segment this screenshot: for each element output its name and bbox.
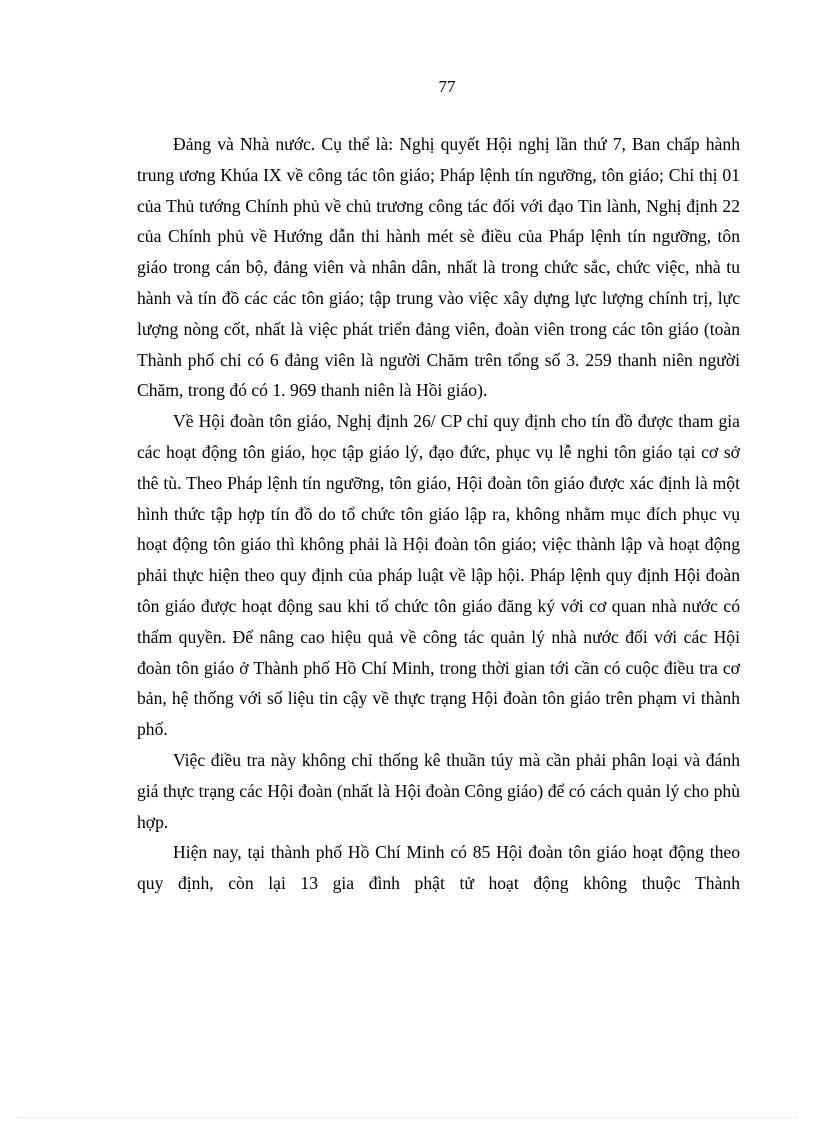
page-number-text: 77 [438,77,456,96]
paragraph-4: Hiện nay, tại thành phố Hồ Chí Minh có 85 Hội đoàn tôn giáo hoạt động theo quy định, còn lại 13 gia đình phật tử hoạt động không thuộc Thành [137,842,740,894]
paragraph-3: Việc điều tra này không chỉ thống kê thuần túy mà cần phải phân loại và đánh giá thực trạng các Hội đoàn (nhất là Hội đoàn Công giáo) để có cách quản lý cho phù hợp. [137,749,740,832]
body-text [137,129,740,899]
paragraph-2: Về Hội đoàn tôn giáo, Nghị định 26/ CP chỉ quy định cho tín đồ được tham gia các hoạt động tôn giáo, học tập giáo lý, đạo đức, phục vụ lễ nghi tôn giáo tại cơ sở thê tù. Theo Pháp lệnh tín ngưỡng, tôn giáo, Hội đoàn tôn giáo được xác định là một hình thức tập hợp tín đồ do tổ chức tôn giáo lập ra, không nhằm mục đích phục vụ hoạt động tôn giáo thì không phải là Hội đoàn tôn giáo; việc thành lập và hoạt động phải thực hiện theo quy định của pháp luật về lập hội. Pháp lệnh quy định Hội đoàn tôn giáo được hoạt động sau khi tổ chức tôn giáo đăng ký với cơ quan nhà nước có thẩm quyền. Để nâng cao hiệu quả về công tác quản lý nhà nước đối với các Hội đoàn tôn giáo ở Thành phố Hồ Chí Minh, trong thời gian tới cần có cuộc điều tra cơ bản, hệ thống với số liệu tin cậy về thực trạng Hội đoàn tôn giáo trên phạm vi thành phố. [137,411,740,740]
paragraph-1: Đảng và Nhà nước. Cụ thể là: Nghị quyết Hội nghị lần thứ 7, Ban chấp hành trung ương Khúa IX về công tác tôn giáo; Pháp lệnh tín ngưỡng, tôn giáo; Chỉ thị 01 của Thủ tướng Chính phủ về chủ trương công tác đối với đạo Tin lành, Nghị định 22 của Chính phủ về Hướng dẫn thi hành mét sè điều của Pháp lệnh tín ngưỡng, tôn giáo trong cán bộ, đảng viên và nhân dân, nhất là trong chức sắc, chức việc, nhà tu hành và tín đồ các các tôn giáo; tập trung vào việc xây dựng lực lượng chính trị, lực lượng nòng cốt, nhất là việc phát triển đảng viên, đoàn viên trong các tôn giáo (toàn Thành phố chỉ có 6 đảng viên là người Chăm trên tổng số 3. 259 thanh niên người Chăm, trong đó có 1. 969 thanh niên là Hồi giáo). [137,134,740,401]
page-bottom-rule [18,1117,798,1118]
page-number [0,76,816,98]
